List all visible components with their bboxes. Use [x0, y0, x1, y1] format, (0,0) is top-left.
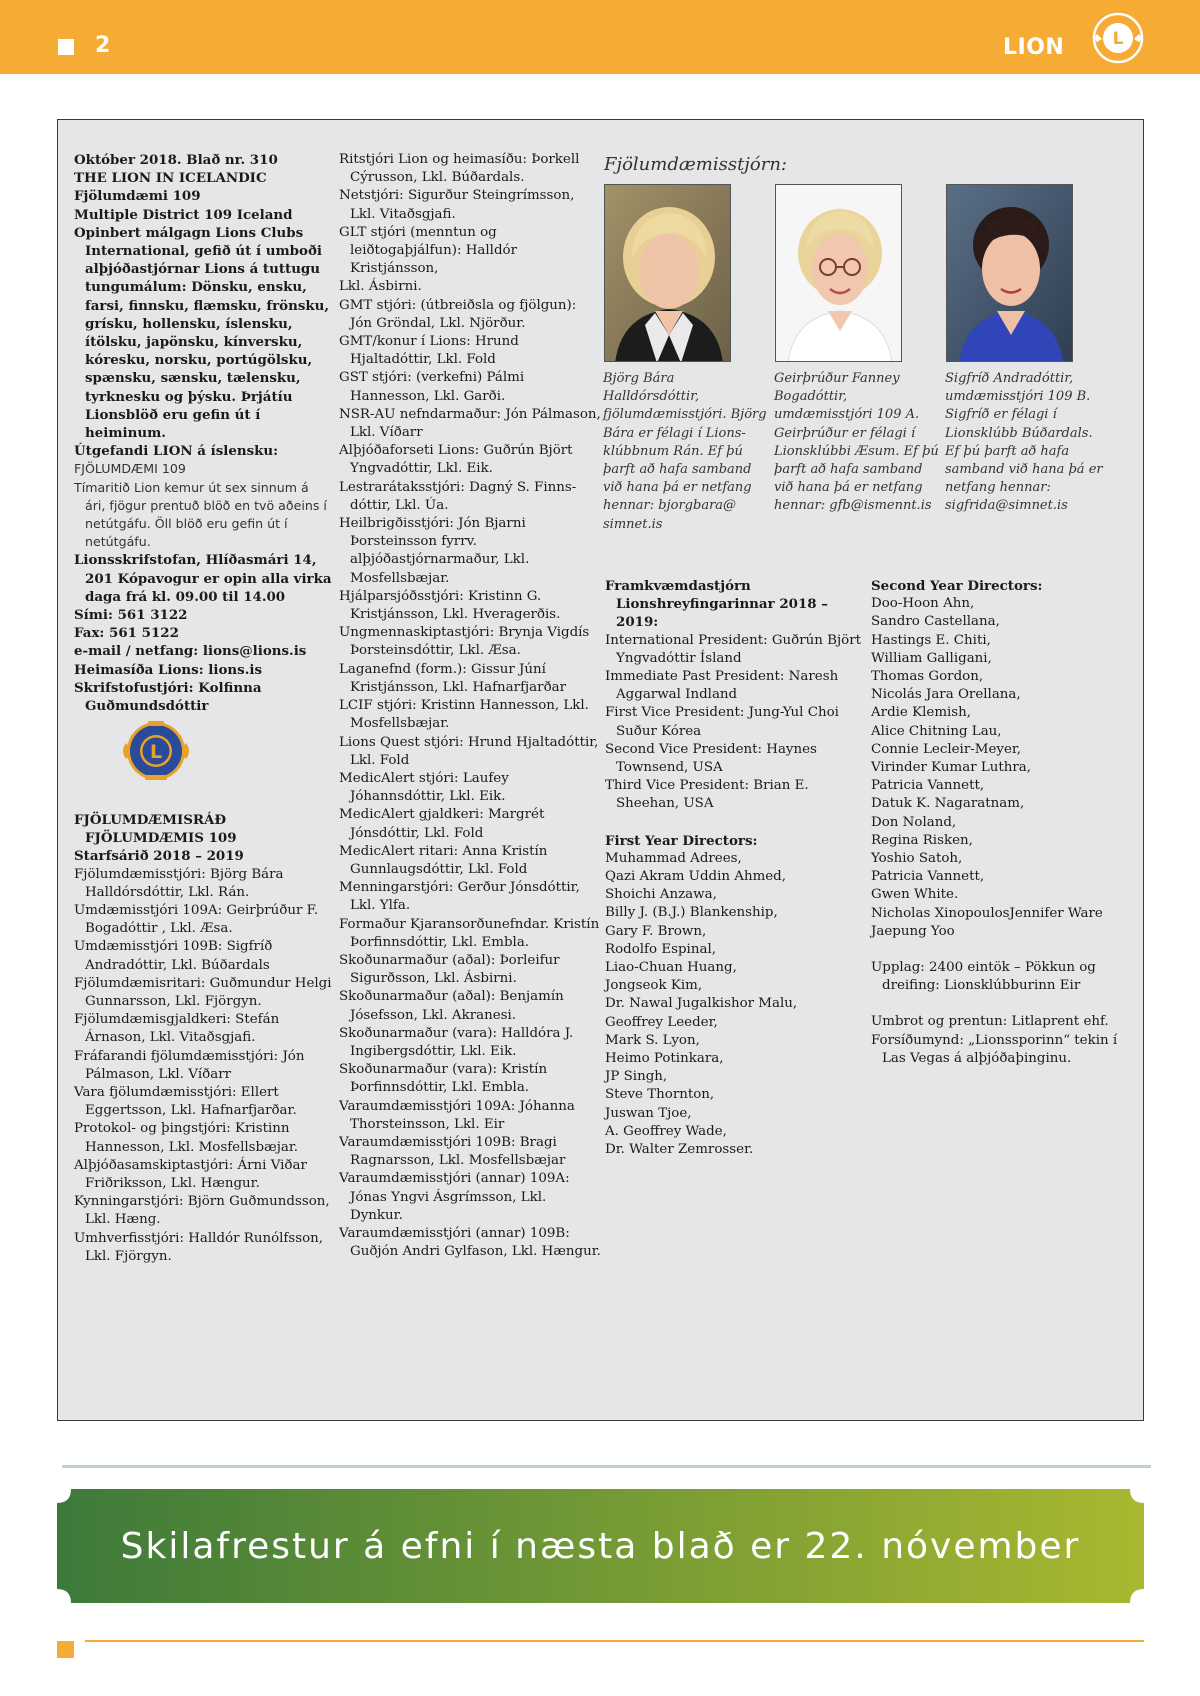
director-name: Hastings E. Chiti,	[871, 632, 991, 648]
masthead-line: Multiple District 109 Iceland	[74, 206, 293, 223]
director-name: Rodolfo Espinal,	[605, 941, 716, 957]
caption-district-governor: Björg Bára Halldórsdóttir, fjölumdæmisstjóri. Björg Bára er félagi í Lions- klúbbnum Rán. Ef þú þarft að hafa samband við hana þá er netfang hennar: bjorgbara@ simnet.is	[603, 371, 767, 532]
director-name: Connie Lecleir-Meyer,	[871, 741, 1022, 757]
director-name: Qazi Akram Uddin Ahmed,	[605, 869, 787, 885]
director-name: Alice Chitning Lau,	[871, 723, 1002, 739]
print-run: Upplag: 2400 eintök – Pökkun og dreifing: Lionsklúbburinn Eir	[871, 960, 1096, 994]
officer-entry: NSR-AU nefndarmaður: Jón Pálmason, Lkl. Víðarr	[339, 406, 601, 441]
director-name: Virinder Kumar Luthra,	[871, 760, 1032, 776]
director-name: Ardie Klemish,	[871, 705, 972, 721]
second-year-directors-list	[871, 595, 1121, 941]
page-header	[0, 0, 1200, 74]
office-line: Fax: 561 5122	[74, 625, 179, 642]
office-line: e-mail / netfang: lions@lions.is	[74, 643, 307, 660]
director-name: Dr. Nawal Jugalkishor Malu,	[605, 996, 798, 1012]
footer-square-icon	[57, 1641, 74, 1658]
officer-entry: MedicAlert gjaldkeri: Margrét Jónsdóttir, Lkl. Fold	[339, 807, 545, 841]
publication-schedule: Tímaritið Lion kemur út sex sinnum á ári, fjögur prentuð blöð en tvö aðeins í netútgáfu. Öll blöð eru gefin út í netútgáfu.	[74, 479, 327, 550]
portrait-dark-haired-woman-photo	[946, 184, 1073, 362]
council-list	[74, 866, 332, 1266]
director-name: Thomas Gordon,	[871, 669, 984, 685]
first-year-heading: First Year Directors:	[605, 832, 758, 849]
council-member: Umhverfisstjóri: Halldór Runólfsson, Lkl. Fjörgyn.	[74, 1230, 324, 1264]
officer-entry: GLT stjóri (menntun og leiðtogaþjálfun): Halldór Kristjánsson,	[339, 224, 517, 277]
executive-heading: Framkvæmdastjórn Lionshreyfingarinnar 2018 – 2019:	[605, 578, 828, 631]
svg-text:L: L	[1112, 29, 1124, 49]
director-name: Doo-Hoon Ahn,	[871, 596, 975, 612]
portrait-woman-glasses-photo	[775, 184, 902, 362]
executive-officer: Immediate Past President: Naresh Aggarwal Indland	[605, 669, 839, 703]
director-name: JP Singh,	[605, 1069, 668, 1085]
council-member: Alþjóðasamskiptastjóri: Árni Viðar Friðriksson, Lkl. Hængur.	[74, 1157, 307, 1192]
second-year-heading: Second Year Directors:	[871, 578, 1043, 594]
column-second-year	[871, 577, 1121, 1068]
masthead-line: Október 2018. Blað nr. 310	[74, 152, 278, 168]
council-member: Kynningarstjóri: Björn Guðmundsson, Lkl. Hæng.	[74, 1194, 330, 1228]
officer-entry: LCIF stjóri: Kristinn Hannesson, Lkl. Mosfellsbæjar.	[339, 698, 589, 732]
council-member: Fjölumdæmisstjóri: Björg Bára Halldórsdóttir, Lkl. Rán.	[74, 866, 284, 900]
executive-list	[605, 632, 865, 814]
officer-entry: MedicAlert stjóri: Laufey Jóhannsdóttir, Lkl. Eik.	[339, 770, 509, 805]
officer-entry: Lestrarátaksstjóri: Dagný S. Finns- dóttir, Lkl. Úa.	[339, 479, 577, 513]
council-member: Umdæmisstjóri 109B: Sigfríð Andradóttir, Lkl. Búðardals	[74, 939, 273, 973]
executive-officer: First Vice President: Jung-Yul Choi Suður Kórea	[605, 705, 839, 739]
director-name: Heimo Potinkara,	[605, 1051, 724, 1067]
council-member: Fjölumdæmisritari: Guðmundur Helgi Gunnarsson, Lkl. Fjörgyn.	[74, 975, 332, 1010]
officer-entry: Varaumdæmisstjóri 109B: Bragi Ragnarsson, Lkl. Mosfellsbæjar	[339, 1134, 566, 1169]
production-credits	[871, 1013, 1121, 1068]
executive-officer: Third Vice President: Brian E. Sheehan, USA	[605, 778, 809, 812]
column-council	[74, 811, 332, 1266]
director-name: A. Geoffrey Wade,	[605, 1123, 727, 1139]
officer-entry: Skoðunarmaður (aðal): Benjamín Jósefsson, Lkl. Akranesi.	[339, 989, 564, 1023]
header-square-icon	[58, 39, 74, 55]
masthead-line: Fjölumdæmi 109	[74, 188, 201, 205]
lions-international-logo	[118, 713, 194, 789]
office-line: Lionsskrifstofan, Hlíðasmári 14, 201 Kópavogur er opin alla virka daga frá kl. 09.00 til 14.00	[74, 552, 332, 605]
director-name: Nicholas XinopoulosJennifer Ware	[871, 905, 1103, 921]
svg-text:L: L	[149, 741, 163, 763]
officer-entry: Lions Quest stjóri: Hrund Hjaltadóttir, Lkl. Fold	[339, 734, 599, 768]
page-number: 2	[95, 33, 111, 58]
director-name: Datuk K. Nagaratnam,	[871, 796, 1025, 812]
officer-entry: Varaumdæmisstjóri (annar) 109A: Jónas Yngvi Ásgrímsson, Lkl. Dynkur.	[339, 1171, 570, 1223]
director-name: Dr. Walter Zemrosser.	[605, 1142, 754, 1158]
director-name: Jongseok Kim,	[605, 978, 703, 994]
production-line: Forsíðumynd: „Lionssporinn“ tekin í Las Vegas á alþjóðaþinginu.	[871, 1032, 1118, 1066]
officer-entry: Ritstjóri Lion og heimasíðu: Þorkell Cýrusson, Lkl. Búðardals.	[339, 152, 580, 186]
director-name: Liao-Chuan Huang,	[605, 960, 737, 976]
executive-officer: Second Vice President: Haynes Townsend, USA	[605, 741, 817, 776]
caption-district-governor-109a: Geirþrúður Fanney Bogadóttir, umdæmisstjóri 109 A. Geirþrúður er félagi í Lionsklúbbi Æsum. Ef þú þarft að hafa samband við hana þá er netfang hennar: gfb@ismennt.is	[774, 371, 939, 514]
deadline-text: Skilafrestur á efni í næsta blað er 22. nóvember	[120, 1525, 1081, 1567]
council-member: Fjölumdæmisgjaldkeri: Stefán Árnason, Lkl. Vitaðsgjafi.	[74, 1012, 280, 1046]
director-name: Billy J. (B.J.) Blankenship,	[605, 905, 778, 921]
divider-line	[62, 1465, 1151, 1468]
director-name: Mark S. Lyon,	[605, 1032, 700, 1048]
officers-list	[339, 151, 601, 1261]
director-name: Gwen White.	[871, 887, 959, 903]
director-name: Gary F. Brown,	[605, 923, 707, 939]
caption-district-governor-109b: Sigfríð Andradóttir, umdæmisstjóri 109 B. Sigfríð er félagi í Lionsklúbb Búðardals. Ef þú þarft að hafa samband við hana þá er netfang hennar: sigfrida@simnet.is	[945, 371, 1103, 514]
officer-entry: Varaumdæmisstjóri (annar) 109B: Guðjón Andri Gylfason, Lkl. Hængur.	[339, 1225, 601, 1260]
officer-entry: Varaumdæmisstjóri 109A: Jóhanna Thorsteinsson, Lkl. Eir	[339, 1098, 575, 1132]
director-name: Regina Risken,	[871, 832, 973, 848]
masthead-block	[74, 151, 332, 460]
director-name: Sandro Castellana,	[871, 614, 1000, 630]
officer-entry: MedicAlert ritari: Anna Kristín Gunnlaugsdóttir, Lkl. Fold	[339, 843, 548, 877]
executive-officer: International President: Guðrún Björt Yngvadóttir Ísland	[605, 632, 861, 666]
first-year-directors-list	[605, 850, 865, 1159]
director-name: Patricia Vannett,	[871, 778, 985, 794]
column-international-board	[605, 577, 865, 1159]
officer-entry: Heilbrigðisstjóri: Jón Bjarni Þorsteinsson fyrrv. alþjóðastjórnarmaður, Lkl. Mosfellsbæjar.	[339, 516, 530, 586]
portrait-blonde-woman-photo	[604, 184, 731, 362]
masthead-line: Útgefandi LION á íslensku:	[74, 443, 279, 460]
production-line: Umbrot og prentun: Litlaprent ehf.	[871, 1014, 1109, 1030]
masthead-line: Opinbert málgagn Lions Clubs International, gefið út í umboði alþjóðastjórnar Lions á tuttugu tungumálum: Dönsku, ensku, farsi, finnsku, flæmsku, frönsku, grísku, hollensku, íslensku, ítölsku, japönsku, kínversku, kóresku, norsku, portúgölsku, spænsku, sænsku, tælensku, tyrknesku og þýsku. Þrjátíu Lionsblöð eru gefin út í heiminum.	[74, 224, 330, 442]
office-contact-block	[74, 551, 332, 715]
director-name: Geoffrey Leeder,	[605, 1014, 718, 1030]
director-name: Jaepung Yoo	[871, 923, 955, 939]
council-member: Umdæmisstjóri 109A: Geirþrúður F. Bogadóttir , Lkl. Æsa.	[74, 903, 319, 937]
office-line: Heimasíða Lions: lions.is	[74, 661, 262, 678]
masthead-line: THE LION IN ICELANDIC	[74, 170, 267, 187]
director-name: Juswan Tjoe,	[605, 1105, 692, 1121]
lions-emblem-icon	[1092, 12, 1144, 64]
officer-entry: Ungmennaskiptastjóri: Brynja Vigdís Þorsteinsdóttir, Lkl. Æsa.	[339, 625, 590, 659]
director-name: William Galligani,	[871, 650, 992, 666]
officer-entry: Hjálparsjóðsstjóri: Kristinn G. Kristjánsson, Lkl. Hveragerðis.	[339, 588, 561, 623]
officer-entry: GST stjóri: (verkefni) Pálmi Hannesson, Lkl. Garði.	[339, 370, 525, 404]
director-name: Steve Thornton,	[605, 1087, 715, 1103]
officer-entry: GMT/konur í Lions: Hrund Hjaltadóttir, Lkl. Fold	[339, 334, 519, 368]
director-name: Nicolás Jara Orellana,	[871, 687, 1021, 703]
footer-line	[85, 1640, 1144, 1642]
director-name: Shoichi Anzawa,	[605, 887, 717, 903]
council-member: Vara fjölumdæmisstjóri: Ellert Eggertsson, Lkl. Hafnarfjarðar.	[74, 1085, 297, 1119]
director-name: Don Noland,	[871, 814, 957, 830]
officer-entry: Formaður Kjaransorðunefndar. Kristín Þorfinnsdóttir, Lkl. Embla.	[339, 916, 600, 950]
council-heading: FJÖLUMDÆMISRÁÐ FJÖLUMDÆMIS 109	[74, 812, 237, 847]
office-line: Skrifstofustjóri: Kolfinna Guðmundsdóttir	[74, 679, 262, 715]
officer-entry: GMT stjóri: (útbreiðsla og fjölgun): Jón Gröndal, Lkl. Njörður.	[339, 297, 577, 331]
column-officers	[339, 151, 601, 1261]
council-member: Fráfarandi fjölumdæmisstjóri: Jón Pálmason, Lkl. Víðarr	[74, 1048, 305, 1082]
term-years: Starfsárið 2018 – 2019	[74, 848, 244, 865]
officer-entry: Alþjóðaforseti Lions: Guðrún Björt Yngvadóttir, Lkl. Eik.	[339, 443, 573, 477]
director-name: Yoshio Satoh,	[871, 851, 963, 867]
publisher-name: FJÖLUMDÆMI 109	[74, 461, 186, 477]
officer-entry: Skoðunarmaður (aðal): Þorleifur Sigurðsson, Lkl. Ásbirni.	[339, 952, 560, 987]
officer-entry: Skoðunarmaður (vara): Kristín Þorfinnsdóttir, Lkl. Embla.	[339, 1062, 548, 1096]
officer-entry: Skoðunarmaður (vara): Halldóra J. Ingibergsdóttir, Lkl. Eik.	[339, 1025, 574, 1059]
officer-entry: Lkl. Ásbirni.	[339, 279, 422, 295]
officer-entry: Menningarstjóri: Gerður Jónsdóttir, Lkl. Ylfa.	[339, 880, 580, 914]
officer-entry: Netstjóri: Sigurður Steingrímsson, Lkl. Vitaðsgjafi.	[339, 188, 575, 222]
district-governors-title: Fjölumdæmisstjórn:	[604, 154, 787, 175]
column-publication-info	[74, 151, 332, 715]
director-name: Patricia Vannett,	[871, 869, 985, 885]
director-name: Muhammad Adrees,	[605, 850, 742, 866]
officer-entry: Laganefnd (form.): Gissur Júní Kristjánsson, Lkl. Hafnarfjarðar	[339, 661, 567, 695]
office-line: Sími: 561 3122	[74, 607, 188, 624]
council-member: Protokol- og þingstjóri: Kristinn Hannesson, Lkl. Mosfellsbæjar.	[74, 1121, 299, 1155]
magazine-title: LION	[1003, 35, 1065, 60]
